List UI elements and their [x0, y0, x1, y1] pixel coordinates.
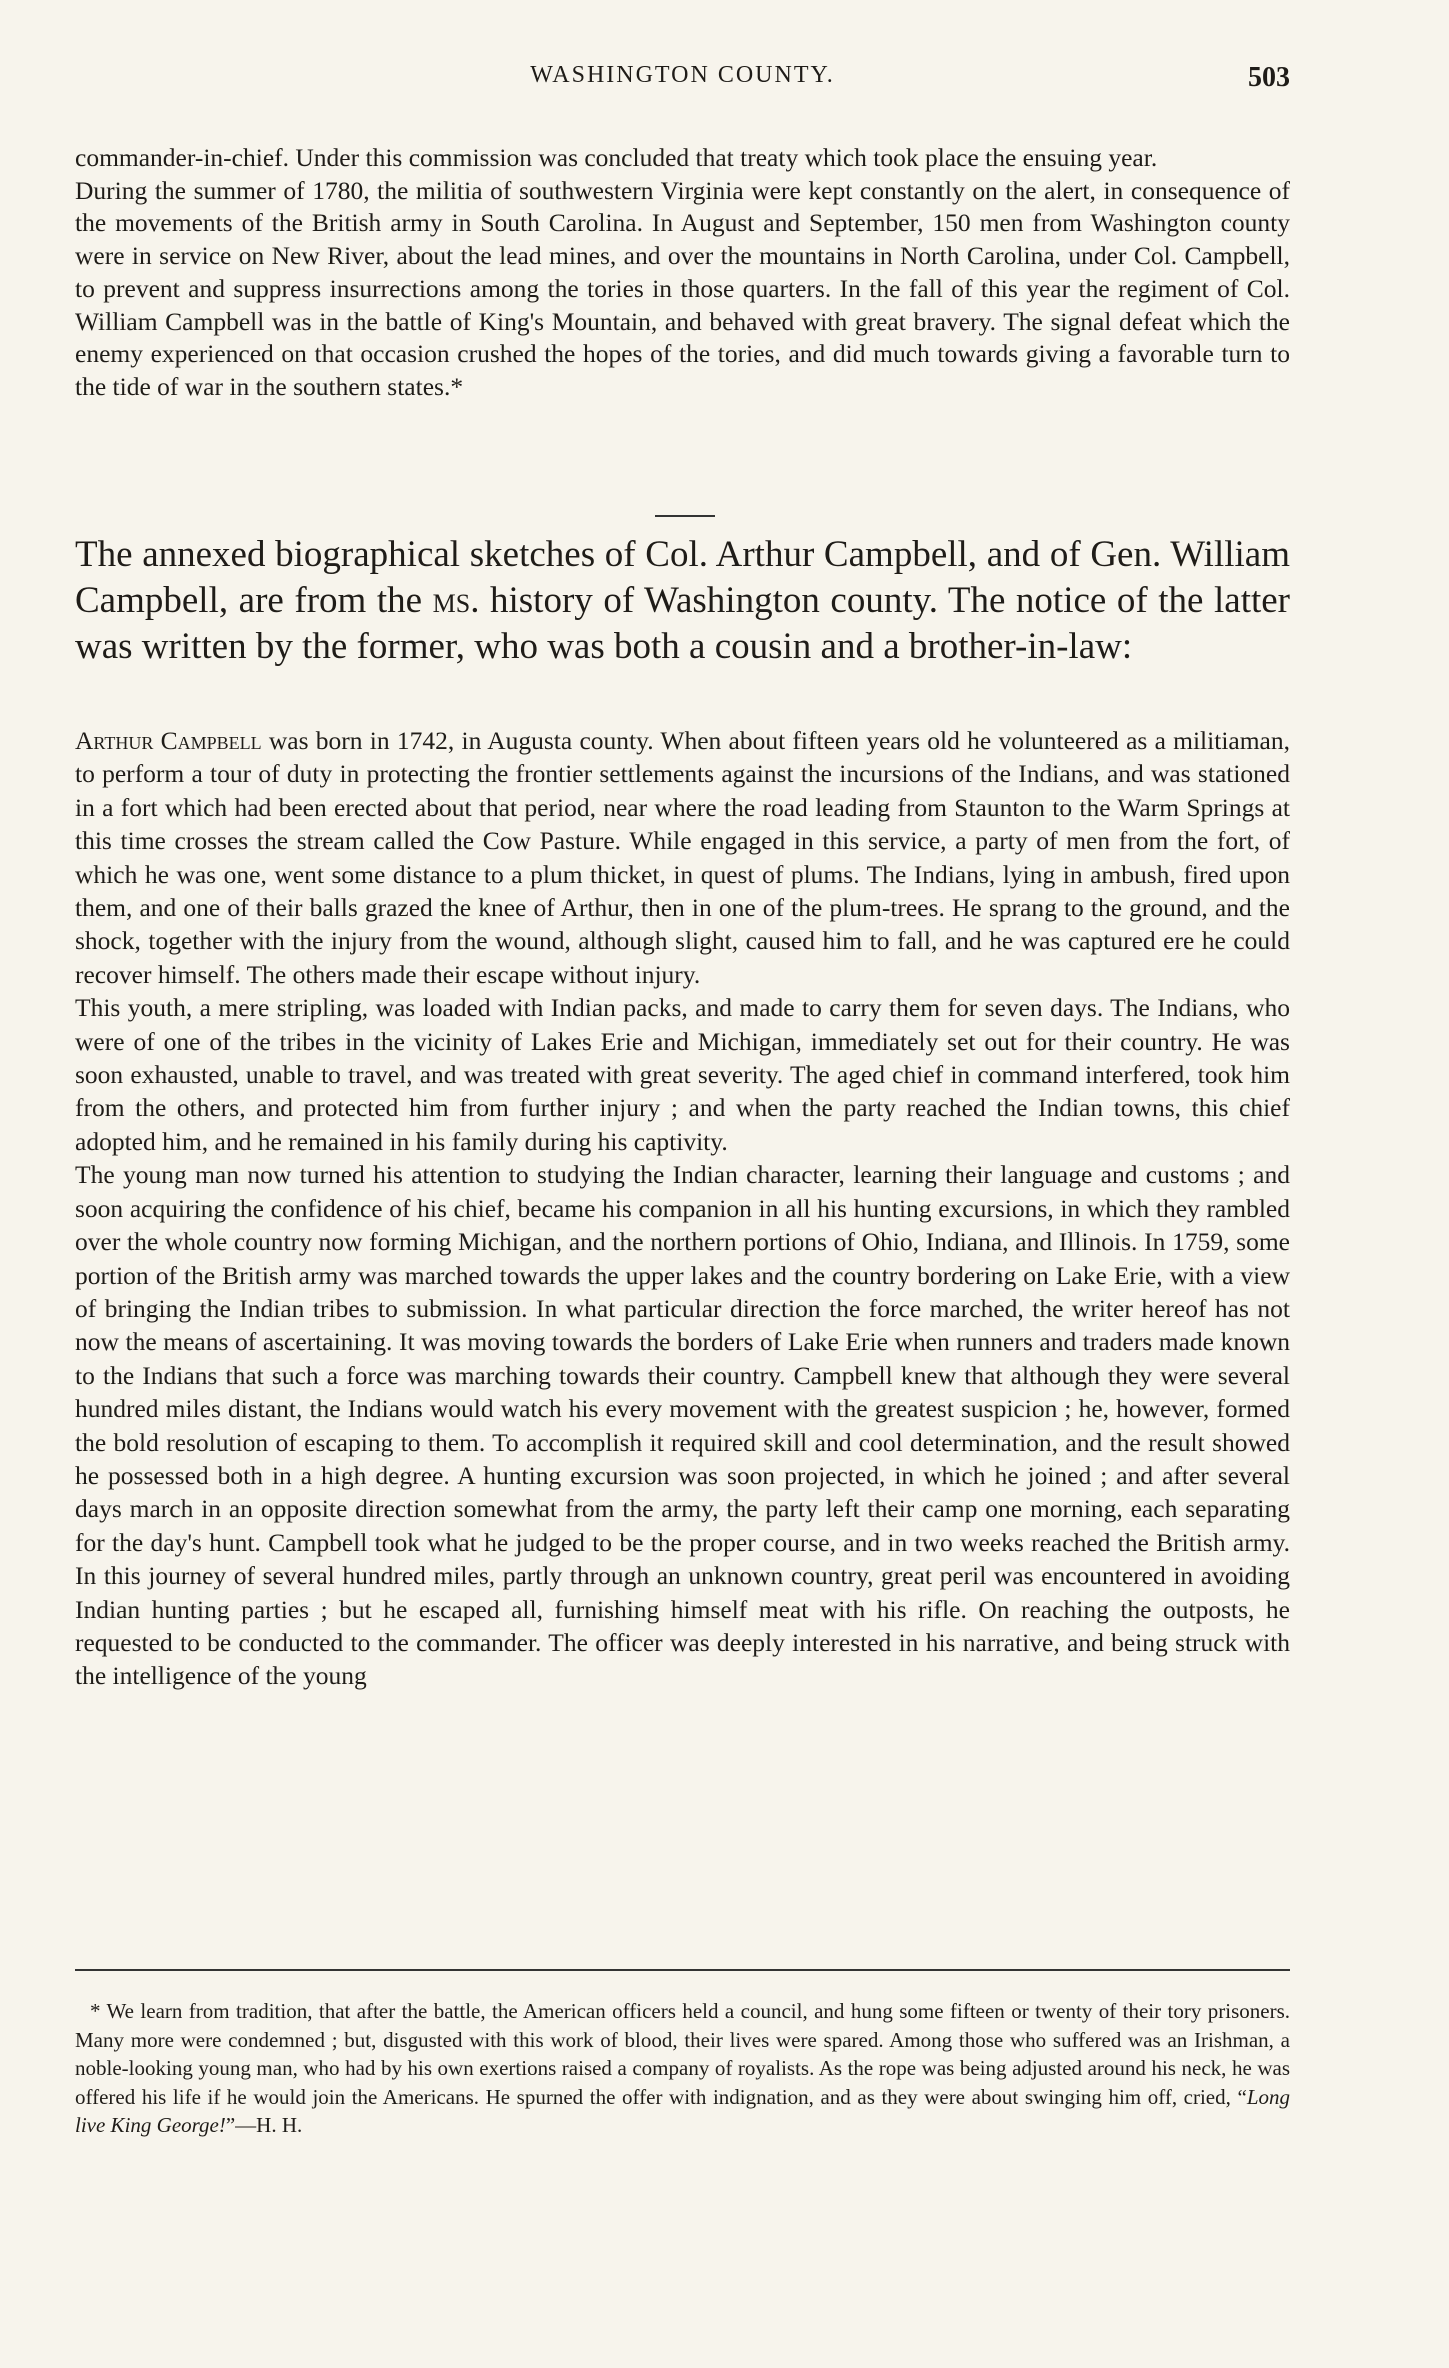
- running-title: WASHINGTON COUNTY.: [530, 62, 835, 88]
- footnote-divider: [75, 1969, 1290, 1971]
- footnote-quote: Long live King George!: [75, 2084, 1290, 2137]
- section-divider: [655, 515, 715, 517]
- intro-paragraph-2: During the summer of 1780, the militia of southwestern Virginia were kept constantly on the alert, in consequence of the movements of the British army in South Carolina. In August and September, 150 men from Washington county were in service on New River, about the lead mines, and over the mountains in North Carolina, under Col. Campbell, to prevent and suppress insurrections among the tories in those quarters. In the fall of this year the regiment of Col. William Campbell was in the battle of King's Mountain, and behaved with great bravery. The signal defeat which the enemy experienced on that occasion crushed the hopes of the tories, and did much towards giving a favorable turn to the tide of war in the southern states.*: [75, 175, 1290, 401]
- bio-name: Arthur Campbell: [75, 726, 262, 755]
- bio-paragraph-2: This youth, a mere stripling, was loaded with Indian packs, and made to carry them for seven days. The Indians, who were of one of the tribes in the vicinity of Lakes Erie and Michigan, immediately set out for their country. He was soon exhausted, unable to travel, and was treated with great severity. The aged chief in command interfered, took him from the others, and protected him from further injury ; and when the party reached the Indian towns, this chief adopted him, and he remained in his family during his captivity.: [75, 993, 1290, 1156]
- page-number: 503: [1248, 62, 1290, 93]
- biography-section: [75, 724, 1290, 1693]
- bio-paragraph-1-text: was born in 1742, in Augusta county. When about fifteen years old he volunteered as a militiaman, to perform a tour of duty in protecting the frontier settlements against the incursions of the Indians, and was stationed in a fort which had been erected about that period, near where the road leading from Staunton to the Warm Springs at this time crosses the stream called the Cow Pasture. While engaged in this service, a party of men from the fort, of which he was one, went some distance to a plum thicket, in quest of plums. The Indians, lying in ambush, fired upon them, and one of their balls grazed the knee of Arthur, then in one of the plum-trees. He sprang to the ground, and the shock, together with the injury from the wound, although slight, caused him to fall, and he was captured ere he could recover himself. The others made their escape without injury.: [75, 726, 1290, 989]
- section-heading: [75, 532, 1290, 670]
- running-head: [75, 62, 1290, 102]
- footnote: [75, 1997, 1290, 2140]
- bio-paragraph-3: The young man now turned his attention to studying the Indian character, learning their language and customs ; and soon acquiring the confidence of his chief, became his companion in all his hunting excursions, in which they rambled over the whole country now forming Michigan, and the northern portions of Ohio, Indiana, and Illinois. In 1759, some portion of the British army was marched towards the upper lakes and the country bordering on Lake Erie, with a view of bringing the Indian tribes to submission. In what particular direction the force marched, the writer hereof has not now the means of ascertaining. It was moving towards the borders of Lake Erie when runners and traders made known to the Indians that such a force was marching towards their country. Campbell knew that although they were several hundred miles distant, the Indians would watch his every movement with the greatest suspicion ; he, however, formed the bold resolution of escaping to them. To accomplish it required skill and cool determination, and the result showed he possessed both in a high degree. A hunting excursion was soon projected, in which he joined ; and after several days march in an opposite direction somewhat from the army, the party left their camp one morning, each separating for the day's hunt. Campbell took what he judged to be the proper course, and in two weeks reached the British army. In this journey of several hundred miles, partly through an unknown country, great peril was encountered in avoiding Indian hunting parties ; but he escaped all, furnishing himself meat with his rifle. On reaching the outposts, he requested to be conducted to the commander. The officer was deeply interested in his narrative, and being struck with the intelligence of the young: [75, 1160, 1290, 1691]
- footnote-attribution: ”—H. H.: [225, 2113, 303, 2137]
- bio-paragraph-1: [75, 724, 1290, 991]
- heading-part-1: The annexed biographical sketches of Col. Arthur Campbell, and of Gen. William Campbell, are from the: [75, 534, 1290, 621]
- intro-paragraph-1: commander-in-chief. Under this commission was concluded that treaty which took place the ensuing year.: [75, 143, 1158, 172]
- footnote-text: * We learn from tradition, that after the battle, the American officers held a council, and hung some fifteen or twenty of their tory prisoners. Many more were condemned ; but, disgusted with this work of blood, their lives were spared. Among those who suffered was an Irishman, a noble-looking young man, who had by his own exertions raised a company of royalists. As the rope was being adjusted around his neck, he was offered his life if he would join the Americans. He spurned the offer with indignation, and as they were about swinging him off, cried, “: [75, 1999, 1290, 2109]
- heading-ms: ms.: [432, 580, 480, 621]
- heading-part-2: history of Washington county. The notice of the latter was written by the former, who was both a cousin and a brother-in-law:: [75, 580, 1290, 667]
- footnote-paragraph: [75, 1997, 1290, 2140]
- intro-section: [75, 142, 1290, 404]
